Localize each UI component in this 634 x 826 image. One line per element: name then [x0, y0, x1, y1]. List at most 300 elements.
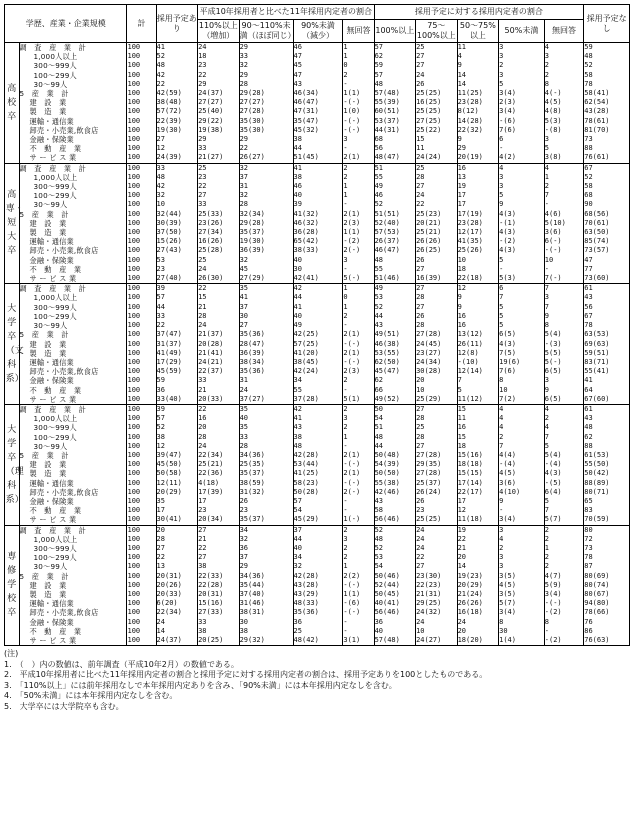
- table-cell: -: [343, 442, 374, 451]
- table-cell: 48: [374, 256, 416, 265]
- table-cell: -: [343, 497, 374, 506]
- footnote-item: 1. （ ）内の数値は、前年調査（平成10年2月）の数値である。: [4, 659, 239, 669]
- row-label: 不 動 産 業: [19, 265, 127, 274]
- group-label-text: 高専・短大卒: [5, 190, 24, 257]
- table-cell: 65(42): [293, 237, 343, 246]
- table-row: [5, 303, 630, 312]
- table-cell: 2(1): [343, 349, 374, 358]
- table-cell: 59: [584, 43, 630, 53]
- table-row: [5, 414, 630, 423]
- row-label: 運輸・通信業: [19, 358, 127, 367]
- table-cell: 2(-): [343, 246, 374, 255]
- row-label: 100～299人: [19, 433, 127, 442]
- table-cell: 41(25): [293, 469, 343, 478]
- table-cell: 50(48): [374, 451, 416, 460]
- table-cell: 43: [584, 414, 630, 423]
- table-cell: -: [544, 265, 583, 274]
- table-cell: 3: [343, 135, 374, 144]
- table-cell: 3: [343, 256, 374, 265]
- table-body: [5, 43, 630, 646]
- table-cell: 2(1): [343, 451, 374, 460]
- table-cell: 2: [544, 535, 583, 544]
- table-cell: 5(7): [499, 599, 545, 608]
- table-cell: 35(37): [239, 228, 293, 237]
- table-cell: 4: [499, 404, 545, 414]
- table-cell: 38: [293, 433, 343, 442]
- table-row: [5, 525, 630, 535]
- table-cell: 5: [499, 312, 545, 321]
- table-cell: 2: [343, 163, 374, 173]
- table-cell: 45: [293, 61, 343, 70]
- table-cell: 100: [127, 191, 156, 200]
- table-cell: 43: [293, 80, 343, 89]
- table-cell: 22(32): [457, 126, 499, 135]
- table-cell: 27: [416, 52, 458, 61]
- table-cell: 0: [343, 293, 374, 302]
- table-cell: 24(34): [416, 358, 458, 367]
- table-cell: 66: [374, 386, 416, 395]
- table-cell: 2: [499, 433, 545, 442]
- table-cell: 38: [156, 433, 198, 442]
- table-cell: 57(25): [293, 340, 343, 349]
- header-comparison-col: 90%未満（減少）: [293, 20, 343, 43]
- table-cell: 25(22): [416, 126, 458, 135]
- table-cell: 56(46): [374, 515, 416, 525]
- table-cell: 30(28): [416, 367, 458, 376]
- table-cell: 19(23): [457, 572, 499, 581]
- table-cell: 49: [374, 182, 416, 191]
- table-cell: 100: [127, 43, 156, 53]
- table-row: [5, 200, 630, 209]
- table-cell: 100: [127, 71, 156, 80]
- table-cell: 25(21): [416, 228, 458, 237]
- table-row: [5, 219, 630, 228]
- statistics-page: [4, 4, 630, 712]
- table-cell: 3(5): [499, 590, 545, 599]
- table-cell: 2: [343, 404, 374, 414]
- table-cell: 100: [127, 636, 156, 646]
- table-cell: 88(89): [584, 479, 630, 488]
- table-cell: 100: [127, 349, 156, 358]
- table-cell: 45(47): [374, 367, 416, 376]
- row-label: 卸売・小売業,飲食店: [19, 126, 127, 135]
- table-row: [5, 460, 630, 469]
- row-label: 運輸・通信業: [19, 479, 127, 488]
- table-cell: 3: [499, 562, 545, 571]
- table-cell: 17: [457, 191, 499, 200]
- table-cell: 17(14): [457, 479, 499, 488]
- table-cell: 28: [416, 433, 458, 442]
- table-cell: 29: [239, 135, 293, 144]
- table-cell: 39: [156, 404, 198, 414]
- table-cell: 44: [374, 442, 416, 451]
- row-label: 100～299人: [19, 191, 127, 200]
- table-cell: 36: [239, 544, 293, 553]
- table-cell: 2: [499, 544, 545, 553]
- table-cell: -(2): [544, 608, 583, 617]
- table-cell: 17(39): [198, 488, 240, 497]
- row-label: 建 設 業: [19, 98, 127, 107]
- table-cell: 100: [127, 423, 156, 432]
- table-cell: 48: [293, 442, 343, 451]
- table-cell: 56: [374, 144, 416, 153]
- table-cell: 48: [156, 173, 198, 182]
- table-cell: 46(47): [293, 98, 343, 107]
- table-cell: 67(60): [584, 395, 630, 405]
- table-cell: 100: [127, 173, 156, 182]
- table-cell: 2: [343, 312, 374, 321]
- table-cell: 19: [457, 525, 499, 535]
- table-cell: 22: [457, 535, 499, 544]
- table-cell: 40: [293, 544, 343, 553]
- table-cell: 29(32): [239, 636, 293, 646]
- table-cell: 100: [127, 404, 156, 414]
- table-cell: 7: [544, 303, 583, 312]
- table-cell: 32: [239, 191, 293, 200]
- table-cell: 41: [293, 163, 343, 173]
- table-row: [5, 191, 630, 200]
- row-label: 不 動 産 業: [19, 144, 127, 153]
- table-cell: 23: [416, 506, 458, 515]
- table-cell: 18: [198, 52, 240, 61]
- table-cell: 100: [127, 246, 156, 255]
- table-cell: 4(6): [544, 210, 583, 219]
- table-cell: 49: [374, 284, 416, 294]
- table-cell: 18(18): [457, 460, 499, 469]
- table-cell: 1(-): [343, 515, 374, 525]
- table-cell: 100: [127, 144, 156, 153]
- table-cell: 65: [584, 497, 630, 506]
- table-cell: 11: [457, 43, 499, 53]
- table-cell: 62: [374, 52, 416, 61]
- table-cell: 27: [156, 135, 198, 144]
- row-label: 5 産 業 計: [19, 330, 127, 339]
- table-cell: 24(37): [198, 89, 240, 98]
- table-cell: 24: [416, 618, 458, 627]
- table-row: [5, 321, 630, 330]
- table-cell: 16(39): [416, 274, 458, 284]
- table-row: [5, 52, 630, 61]
- table-cell: 2: [544, 414, 583, 423]
- table-cell: 94(80): [584, 599, 630, 608]
- table-row: [5, 182, 630, 191]
- row-label: 製 造 業: [19, 349, 127, 358]
- table-cell: 10: [416, 386, 458, 395]
- table-cell: 11: [416, 144, 458, 153]
- table-cell: 5(-): [343, 274, 374, 284]
- table-cell: 38(48): [156, 98, 198, 107]
- table-cell: 46(34): [293, 89, 343, 98]
- table-cell: 100: [127, 442, 156, 451]
- table-cell: 39: [293, 200, 343, 209]
- table-cell: 28: [239, 442, 293, 451]
- table-cell: 35(36): [239, 367, 293, 376]
- table-cell: 27: [416, 61, 458, 70]
- table-cell: 5(9): [544, 581, 583, 590]
- table-cell: 5(3): [499, 274, 545, 284]
- table-cell: 100: [127, 479, 156, 488]
- table-cell: 3: [343, 535, 374, 544]
- table-cell: 63(50): [584, 228, 630, 237]
- table-cell: 3: [499, 43, 545, 53]
- table-cell: 38(33): [293, 246, 343, 255]
- table-cell: 2(1): [343, 210, 374, 219]
- table-cell: 5(1): [343, 395, 374, 405]
- table-cell: 45(29): [293, 515, 343, 525]
- table-cell: 20: [198, 423, 240, 432]
- table-cell: 3(6): [499, 479, 545, 488]
- table-cell: 41(35): [457, 237, 499, 246]
- table-cell: -: [343, 144, 374, 153]
- table-cell: 20(19): [457, 153, 499, 163]
- table-cell: 52(44): [374, 581, 416, 590]
- table-cell: 40(41): [374, 599, 416, 608]
- table-cell: 2(2): [343, 572, 374, 581]
- row-label: 不 動 産 業: [19, 386, 127, 395]
- table-cell: 9: [499, 200, 545, 209]
- table-cell: 47: [293, 52, 343, 61]
- table-cell: 8: [544, 80, 583, 89]
- table-cell: 54: [374, 562, 416, 571]
- table-cell: 100: [127, 414, 156, 423]
- table-cell: 100: [127, 135, 156, 144]
- header-total: 計: [127, 5, 156, 43]
- table-row: [5, 599, 630, 608]
- table-cell: 42(25): [293, 330, 343, 339]
- table-row: [5, 210, 630, 219]
- table-cell: 53(55): [374, 349, 416, 358]
- row-label: 建 設 業: [19, 340, 127, 349]
- header-comparison-col: 90～110%未満（ほぼ同じ）: [239, 20, 293, 43]
- table-cell: 55: [374, 173, 416, 182]
- table-cell: 3: [499, 553, 545, 562]
- table-cell: 27: [198, 191, 240, 200]
- table-cell: 100: [127, 265, 156, 274]
- table-cell: 28: [198, 433, 240, 442]
- table-cell: 88: [584, 442, 630, 451]
- table-cell: 29(28): [239, 219, 293, 228]
- header-ratio-col: 75～100%以上: [416, 20, 458, 43]
- table-cell: 35(30): [239, 126, 293, 135]
- table-cell: 52: [584, 173, 630, 182]
- table-cell: 55: [374, 265, 416, 274]
- table-row: [5, 349, 630, 358]
- table-cell: 6(5): [544, 395, 583, 405]
- table-cell: 4: [499, 535, 545, 544]
- table-cell: 25: [198, 256, 240, 265]
- row-label: 建 設 業: [19, 219, 127, 228]
- table-cell: 38(31): [239, 608, 293, 617]
- table-row: [5, 442, 630, 451]
- table-cell: 100: [127, 376, 156, 385]
- table-cell: -: [343, 321, 374, 330]
- table-cell: 83(71): [584, 358, 630, 367]
- row-label: 調 査 産 業 計: [19, 525, 127, 535]
- table-cell: 4: [544, 43, 583, 53]
- table-cell: 51: [374, 163, 416, 173]
- row-label: 30～99人: [19, 80, 127, 89]
- table-cell: 87: [584, 562, 630, 571]
- table-cell: 62(50): [374, 358, 416, 367]
- table-cell: 42(28): [293, 572, 343, 581]
- table-cell: 35: [239, 423, 293, 432]
- table-cell: 5(-): [544, 358, 583, 367]
- table-cell: 100: [127, 386, 156, 395]
- table-cell: 6(5): [499, 330, 545, 339]
- row-label: 100～299人: [19, 71, 127, 80]
- table-cell: 40: [374, 627, 416, 636]
- table-cell: 25(35): [239, 460, 293, 469]
- table-cell: 73(60): [584, 274, 630, 284]
- table-cell: 58(23): [293, 479, 343, 488]
- header-ratio-col: 無回答: [544, 20, 583, 43]
- table-cell: 17(19): [457, 210, 499, 219]
- table-row: [5, 89, 630, 98]
- table-cell: 1: [544, 544, 583, 553]
- table-cell: 26(27): [239, 153, 293, 163]
- table-cell: 24(32): [416, 608, 458, 617]
- table-cell: 33: [198, 618, 240, 627]
- table-cell: 5(4): [544, 330, 583, 339]
- table-cell: 41(49): [156, 349, 198, 358]
- table-cell: -: [343, 618, 374, 627]
- table-cell: 53: [374, 293, 416, 302]
- table-cell: 20(31): [198, 590, 240, 599]
- table-row: [5, 404, 630, 414]
- row-label: 製 造 業: [19, 107, 127, 116]
- table-cell: -: [343, 386, 374, 395]
- table-row: [5, 135, 630, 144]
- row-label: 1,000人以上: [19, 52, 127, 61]
- table-cell: 52: [374, 544, 416, 553]
- table-row: [5, 515, 630, 525]
- table-cell: 5: [499, 80, 545, 89]
- table-cell: 22: [156, 80, 198, 89]
- table-cell: 30: [239, 618, 293, 627]
- table-cell: 26(26): [416, 237, 458, 246]
- table-cell: 24: [239, 386, 293, 395]
- table-row: [5, 43, 630, 53]
- table-cell: 23(30): [416, 572, 458, 581]
- table-cell: 44: [374, 312, 416, 321]
- table-cell: 100: [127, 451, 156, 460]
- table-cell: 100: [127, 535, 156, 544]
- table-cell: 4(2): [499, 153, 545, 163]
- table-cell: 33(40): [156, 395, 198, 405]
- table-cell: 67: [584, 312, 630, 321]
- table-cell: 2: [343, 544, 374, 553]
- group-label-text: 高校卒: [7, 83, 17, 122]
- table-cell: 14: [457, 71, 499, 80]
- table-cell: 100: [127, 256, 156, 265]
- table-cell: -: [544, 627, 583, 636]
- table-cell: 16: [198, 414, 240, 423]
- table-cell: -(-): [343, 358, 374, 367]
- table-cell: 21: [198, 535, 240, 544]
- table-cell: 32(34): [239, 210, 293, 219]
- table-cell: 36: [293, 618, 343, 627]
- row-label: 1,000人以上: [19, 293, 127, 302]
- table-cell: 19(30): [239, 237, 293, 246]
- table-cell: 1(4): [499, 636, 545, 646]
- table-cell: 52: [374, 303, 416, 312]
- table-cell: 24: [416, 191, 458, 200]
- table-cell: -: [499, 506, 545, 515]
- table-cell: 7(6): [499, 367, 545, 376]
- table-cell: 24(37): [156, 636, 198, 646]
- table-cell: 35: [239, 284, 293, 294]
- table-cell: 2: [343, 553, 374, 562]
- table-cell: 53: [374, 553, 416, 562]
- table-cell: 15(16): [198, 599, 240, 608]
- row-label: 調 査 産 業 計: [19, 404, 127, 414]
- table-cell: 63(53): [584, 330, 630, 339]
- header-comparison-col: 無回答: [343, 20, 374, 43]
- table-cell: 5: [544, 497, 583, 506]
- row-label: 300～999人: [19, 544, 127, 553]
- table-cell: 2: [544, 61, 583, 70]
- table-cell: 21: [457, 544, 499, 553]
- table-cell: 4: [499, 414, 545, 423]
- table-cell: 27: [416, 404, 458, 414]
- table-cell: 24: [416, 544, 458, 553]
- table-cell: 32: [156, 191, 198, 200]
- table-cell: 46(47): [374, 246, 416, 255]
- table-cell: 83: [584, 506, 630, 515]
- table-cell: 52(40): [374, 219, 416, 228]
- table-cell: 32: [239, 256, 293, 265]
- table-cell: 3: [499, 52, 545, 61]
- table-cell: 51(51): [374, 210, 416, 219]
- table-cell: 3(4): [499, 515, 545, 525]
- table-cell: 1: [343, 43, 374, 53]
- table-cell: 20: [457, 627, 499, 636]
- table-cell: 37(40): [239, 590, 293, 599]
- table-row: [5, 535, 630, 544]
- group-label: [5, 525, 20, 646]
- table-cell: 49: [293, 321, 343, 330]
- table-cell: 38(59): [239, 479, 293, 488]
- table-cell: 14: [457, 562, 499, 571]
- table-cell: 28: [239, 200, 293, 209]
- table-cell: 38: [293, 135, 343, 144]
- table-cell: 24: [416, 525, 458, 535]
- table-cell: 20(33): [156, 590, 198, 599]
- table-cell: 27: [416, 442, 458, 451]
- table-cell: 37: [239, 303, 293, 312]
- table-row: [5, 572, 630, 581]
- table-cell: 22: [156, 321, 198, 330]
- table-cell: 27(25): [416, 117, 458, 126]
- table-cell: 41: [584, 376, 630, 385]
- table-cell: 73: [584, 544, 630, 553]
- table-cell: 68: [374, 135, 416, 144]
- table-cell: 47(31): [293, 107, 343, 116]
- table-cell: 44: [293, 144, 343, 153]
- table-cell: -(-): [343, 117, 374, 126]
- table-cell: -(6): [499, 117, 545, 126]
- table-cell: 19(6): [499, 358, 545, 367]
- table-row: [5, 581, 630, 590]
- table-cell: 2: [343, 423, 374, 432]
- table-cell: 24: [198, 265, 240, 274]
- table-cell: 4(3): [499, 246, 545, 255]
- table-cell: 24(24): [416, 153, 458, 163]
- table-cell: 52: [156, 52, 198, 61]
- table-cell: 1: [343, 191, 374, 200]
- table-cell: 1(1): [343, 228, 374, 237]
- table-row: [5, 367, 630, 376]
